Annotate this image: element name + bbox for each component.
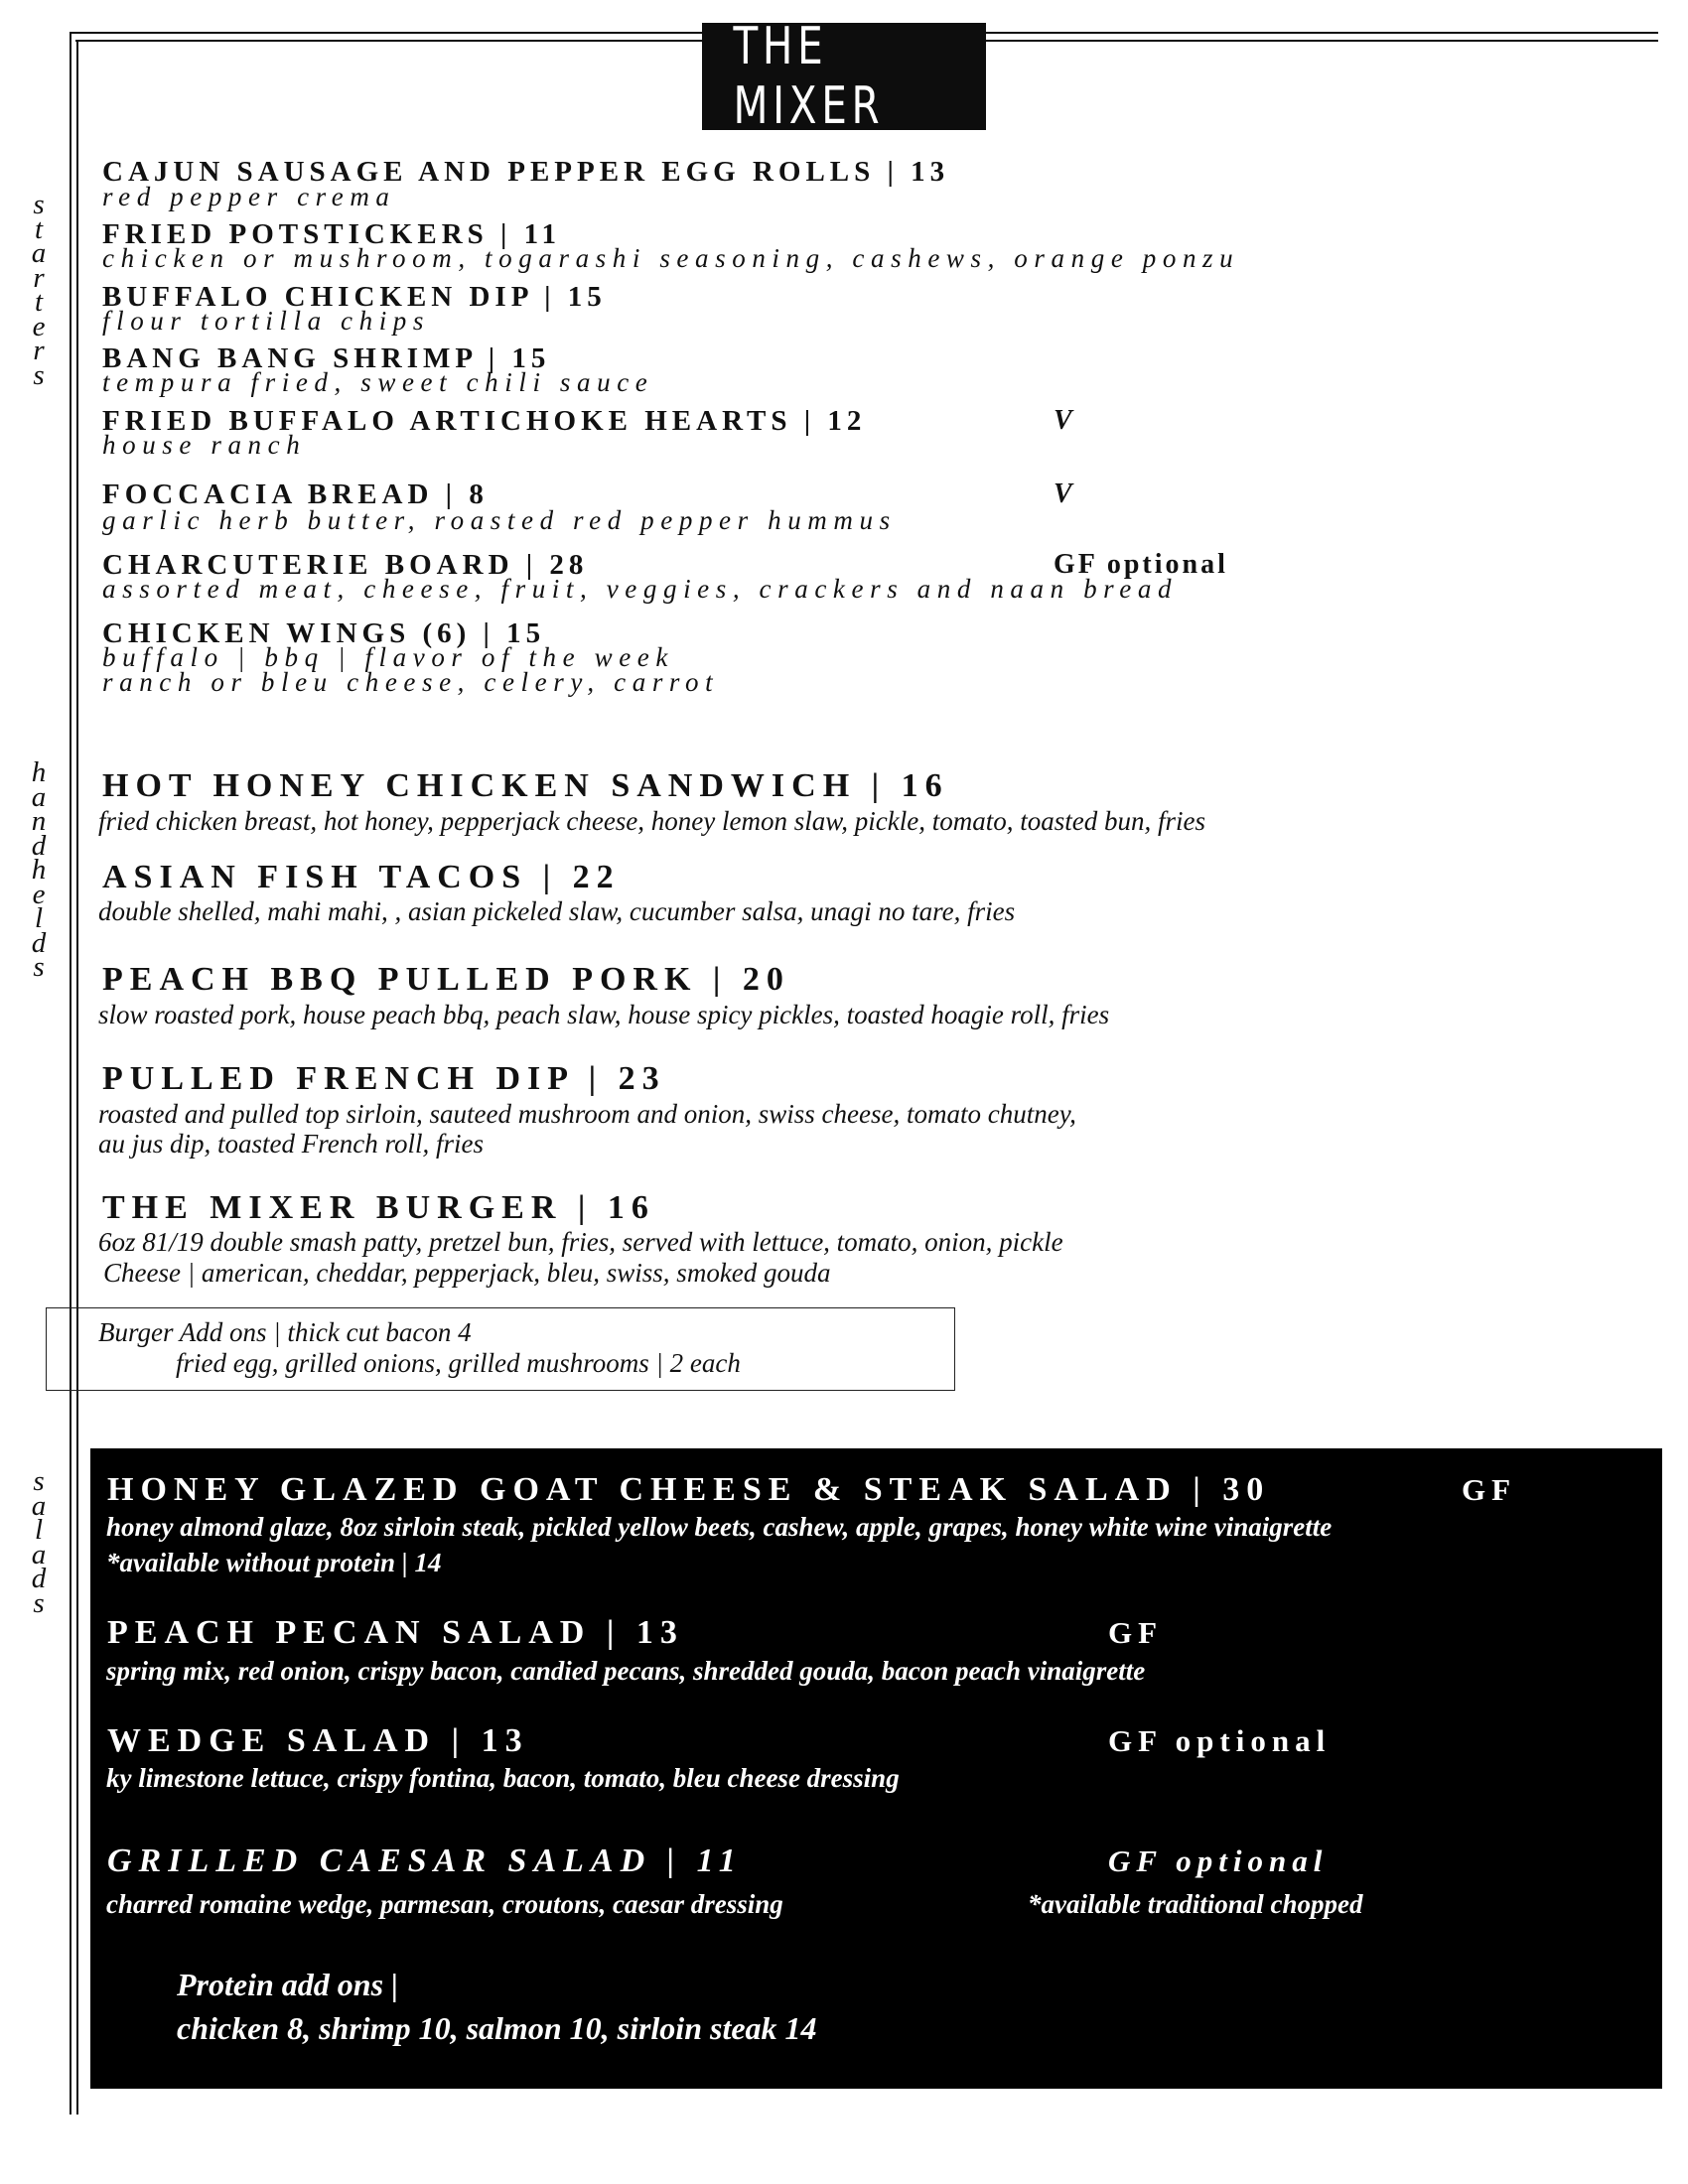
dietary-tag: V <box>1054 405 1075 436</box>
section-label-handhelds: h a n d h e l d s <box>31 756 47 983</box>
menu-item-name: BUFFALO CHICKEN DIP | 15 <box>102 281 607 313</box>
menu-item-name: FRIED BUFFALO ARTICHOKE HEARTS | 12 <box>102 405 867 437</box>
dietary-tag: GF optional <box>1108 1843 1329 1878</box>
menu-item-name: PULLED FRENCH DIP | 23 <box>102 1060 666 1097</box>
burger-addons-box <box>46 1307 955 1391</box>
menu-item-note: *available traditional chopped <box>1028 1889 1363 1919</box>
menu-item-description: honey almond glaze, 8oz sirloin steak, pickled yellow beets, cashew, apple, grapes, honey white wine vinaigrette <box>106 1512 1333 1542</box>
dietary-tag: GF optional <box>1108 1723 1332 1758</box>
menu-item-name: BANG BANG SHRIMP | 15 <box>102 342 551 374</box>
menu-item-description: garlic herb butter, roasted red pepper hummus <box>102 505 897 535</box>
menu-item-description: roasted and pulled top sirloin, sauteed mushroom and onion, swiss cheese, tomato chutney, <box>98 1099 1076 1129</box>
menu-item-name: HOT HONEY CHICKEN SANDWICH | 16 <box>102 767 949 804</box>
menu-item-description: Cheese | american, cheddar, pepperjack, bleu, swiss, smoked gouda <box>103 1258 831 1288</box>
menu-item-name: FOCCACIA BREAD | 8 <box>102 478 489 510</box>
menu-item-description: 6oz 81/19 double smash patty, pretzel bun, fries, served with lettuce, tomato, onion, pickle <box>98 1227 1063 1257</box>
menu-item-description: charred romaine wedge, parmesan, croutons, caesar dressing <box>106 1889 783 1919</box>
menu-item-name: GRILLED CAESAR SALAD | 11 <box>107 1843 743 1879</box>
menu-item-name: ASIAN FISH TACOS | 22 <box>102 859 621 895</box>
menu-item-name: CAJUN SAUSAGE AND PEPPER EGG ROLLS | 13 <box>102 156 950 188</box>
menu-item-name: THE MIXER BURGER | 16 <box>102 1189 655 1226</box>
menu-item-name: WEDGE SALAD | 13 <box>107 1722 529 1759</box>
menu-item-description: tempura fried, sweet chili sauce <box>102 367 654 397</box>
page-title: THE MIXER <box>702 23 986 130</box>
menu-item-name: FRIED POTSTICKERS | 11 <box>102 218 562 250</box>
frame-left-rule <box>70 32 71 2115</box>
menu-item-description: house ranch <box>102 430 307 460</box>
menu-item-description: double shelled, mahi mahi, , asian pickeled slaw, cucumber salsa, unagi no tare, fries <box>98 896 1016 926</box>
menu-item-name: CHARCUTERIE BOARD | 28 <box>102 549 589 581</box>
menu-item-description: buffalo | bbq | flavor of the week <box>102 642 674 672</box>
section-label-starters: s t a r t e r s <box>31 189 47 391</box>
menu-item-description: ranch or bleu cheese, celery, carrot <box>102 667 720 697</box>
menu-item-description: *available without protein | 14 <box>106 1548 442 1577</box>
menu-item-description: red pepper crema <box>102 182 396 211</box>
menu-item-name: HONEY GLAZED GOAT CHEESE & STEAK SALAD | 30 <box>107 1471 1271 1508</box>
menu-item-description: au jus dip, toasted French roll, fries <box>98 1129 484 1159</box>
menu-item-name: CHICKEN WINGS (6) | 15 <box>102 617 546 649</box>
menu-item-description: slow roasted pork, house peach bbq, peach slaw, house spicy pickles, toasted hoagie roll, fries <box>98 1000 1110 1029</box>
menu-item-description: fried chicken breast, hot honey, pepperjack cheese, honey lemon slaw, pickle, tomato, toasted bun, fries <box>98 806 1205 836</box>
menu-item-name: PEACH PECAN SALAD | 13 <box>107 1614 684 1651</box>
dietary-tag: V <box>1054 478 1075 509</box>
salads-panel <box>90 1448 1662 2089</box>
menu-item-description: flour tortilla chips <box>102 306 431 336</box>
menu-item-description: assorted meat, cheese, fruit, veggies, crackers and naan bread <box>102 574 1179 604</box>
burger-addons-line: Burger Add ons | thick cut bacon 4 <box>98 1317 472 1347</box>
dietary-tag: GF optional <box>1054 549 1228 580</box>
menu-item-description: chicken or mushroom, togarashi seasoning, cashews, orange ponzu <box>102 243 1240 273</box>
dietary-tag: GF <box>1462 1472 1517 1507</box>
menu-item-description: ky limestone lettuce, crispy fontina, bacon, tomato, bleu cheese dressing <box>106 1763 900 1793</box>
burger-addons-line: fried egg, grilled onions, grilled mushrooms | 2 each <box>176 1348 741 1378</box>
menu-item-name: PEACH BBQ PULLED PORK | 20 <box>102 961 790 998</box>
menu-item-description: spring mix, red onion, crispy bacon, candied pecans, shredded gouda, bacon peach vinaigrette <box>106 1656 1146 1686</box>
protein-addons-label: Protein add ons | <box>177 1967 399 2002</box>
frame-left-rule-inner <box>76 40 78 2115</box>
section-label-salads: s a l a d s <box>31 1465 47 1619</box>
dietary-tag: GF <box>1108 1615 1164 1650</box>
protein-addons-list: chicken 8, shrimp 10, salmon 10, sirloin steak 14 <box>177 2010 817 2046</box>
